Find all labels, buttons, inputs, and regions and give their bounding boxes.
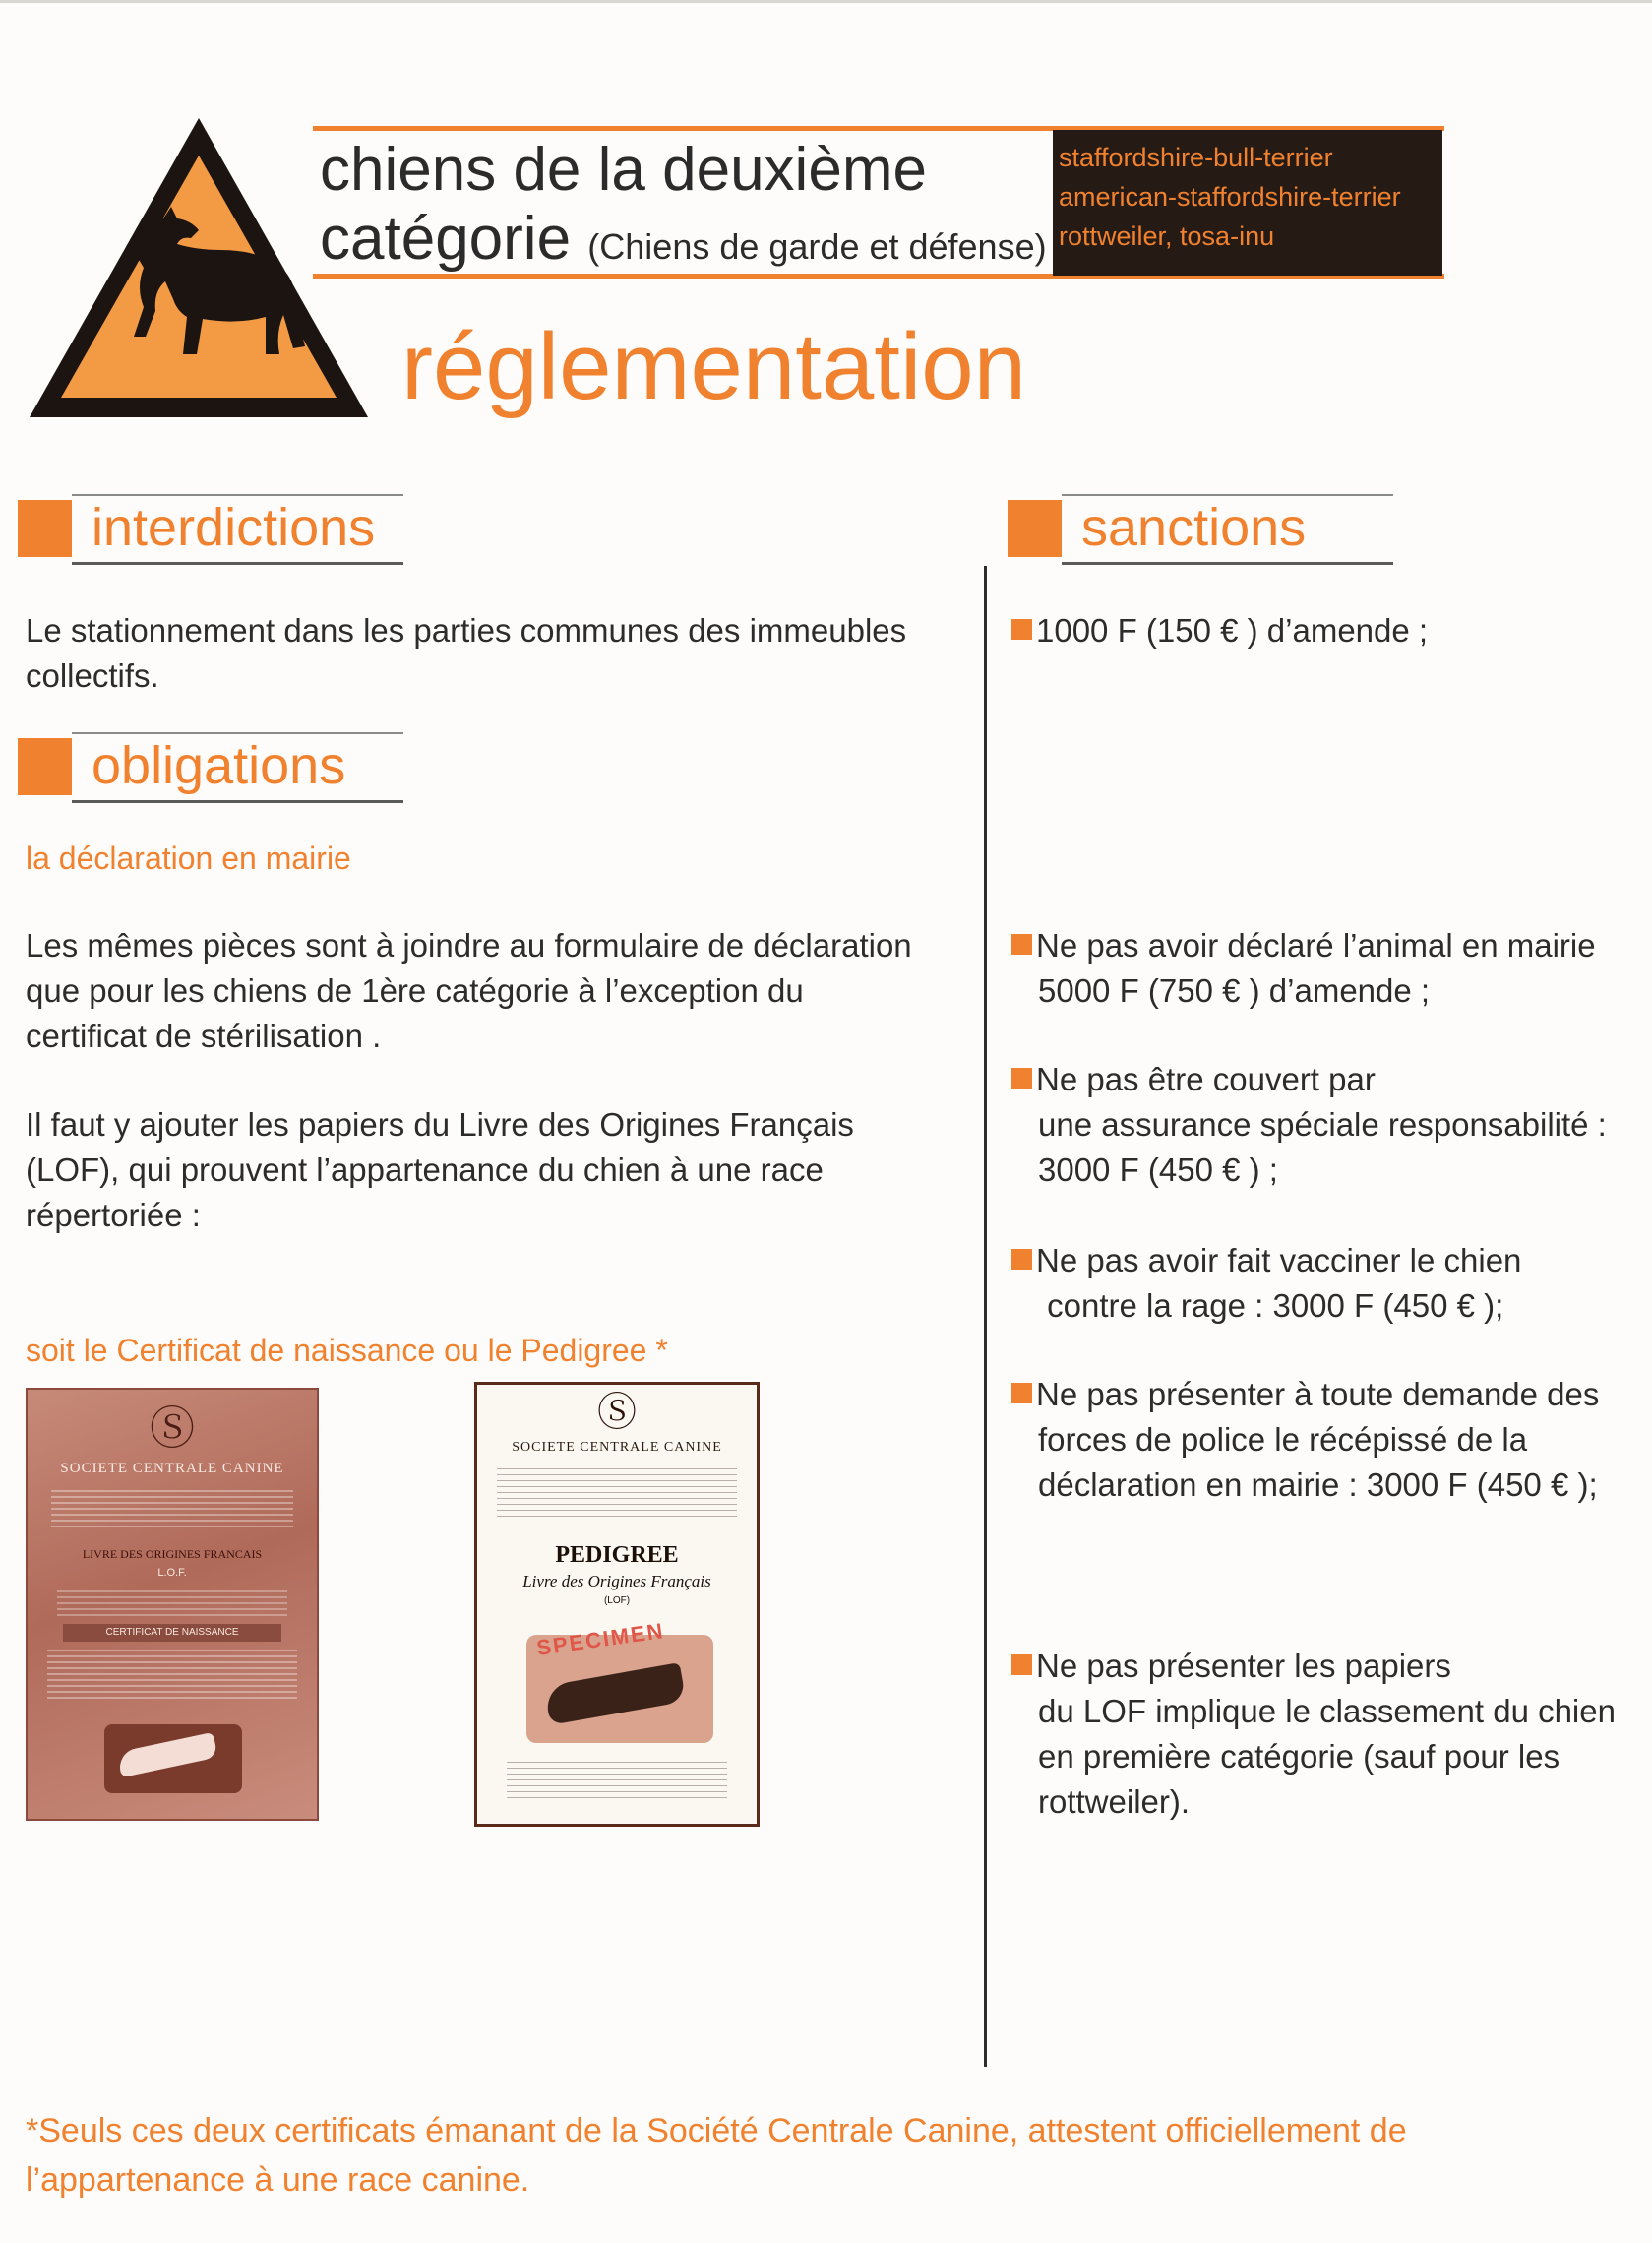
cert-left-title: LIVRE DES ORIGINES FRANCAIS (82, 1547, 263, 1561)
para-line: Les mêmes pièces sont à joindre au formulaire de déclaration (26, 927, 912, 964)
interdictions-text (26, 608, 906, 699)
scc-logo-icon: Ⓢ (597, 1391, 637, 1434)
sanction-line: Ne pas présenter à toute demande des (1036, 1376, 1600, 1412)
para-line: Il faut y ajouter les papiers du Livre des Origines Français (26, 1106, 854, 1143)
sanction-item (1011, 1238, 1641, 1329)
section-marker (1008, 500, 1062, 557)
sanction-line: 3000 F (450 € ) ; (1038, 1152, 1278, 1188)
sanction-item (1011, 1372, 1641, 1508)
breed-2: american-staffordshire-terrier (1059, 182, 1401, 212)
sanctions-section-header (1008, 496, 1393, 561)
para-line: que pour les chiens de 1ère catégorie à l’exception du (26, 972, 804, 1009)
sanction-item (1011, 608, 1641, 654)
para-line: répertoriée : (26, 1197, 201, 1233)
cert-text-block (507, 1759, 727, 1798)
sanction-line: Ne pas être couvert par (1036, 1061, 1376, 1097)
sanction-item (1011, 1057, 1641, 1193)
sanction-line: Ne pas présenter les papiers (1036, 1648, 1451, 1684)
interdictions-section-header (18, 496, 403, 561)
cert-right-subtitle: Livre des Origines Français (522, 1572, 711, 1590)
cert-left-subtitle: CERTIFICAT DE NAISSANCE (63, 1624, 281, 1642)
section-marker (18, 738, 72, 795)
birth-certificate-image (26, 1388, 319, 1821)
cert-text-block (497, 1464, 737, 1517)
footer-note (26, 2106, 1639, 2205)
cert-left-org: SOCIETE CENTRALE CANINE (60, 1461, 284, 1476)
interdictions-line: Le stationnement dans les parties communes des immeubles (26, 612, 907, 649)
sanction-line: rottweiler). (1038, 1783, 1191, 1820)
bullet-icon (1011, 1654, 1032, 1675)
sanction-line: en première catégorie (sauf pour les (1038, 1738, 1560, 1775)
bullet-icon (1011, 1249, 1032, 1270)
declaration-subheading: la déclaration en mairie (26, 841, 351, 876)
sanction-line: du LOF implique le classement du chien (1038, 1693, 1616, 1729)
top-border (0, 0, 1652, 3)
footer-line-2: l’appartenance à une race canine. (26, 2161, 530, 2199)
breed-3: rottweiler, tosa-inu (1059, 221, 1275, 251)
scc-logo-icon: Ⓢ (150, 1402, 195, 1454)
section-rule (1062, 562, 1393, 565)
cert-left-abbr: L.O.F. (157, 1567, 187, 1579)
column-divider (984, 566, 987, 2067)
dog-photo-placeholder (104, 1724, 242, 1793)
cert-text-block (57, 1587, 287, 1616)
para-line: (LOF), qui prouvent l’appartenance du chien à une race (26, 1152, 824, 1188)
sanctions-heading: sanctions (1081, 498, 1307, 557)
breed-1: staffordshire-bull-terrier (1059, 143, 1333, 172)
obligations-heading: obligations (92, 736, 346, 795)
cert-right-abbr: (LOF) (603, 1595, 631, 1606)
para-line: certificat de stérilisation . (26, 1018, 382, 1054)
sanction-line: Ne pas avoir fait vacciner le chien (1036, 1242, 1522, 1278)
page-title (320, 136, 1047, 281)
sanction-line: une assurance spéciale responsabilité : (1038, 1106, 1607, 1143)
breeds-box (1053, 130, 1442, 276)
obligations-para-1 (26, 923, 912, 1059)
title-line-1: chiens de la deuxième (320, 136, 927, 204)
footer-line-1: *Seuls ces deux certificats émanant de la Société Centrale Canine, attestent officiellement de (26, 2112, 1407, 2150)
sanction-line: 5000 F (750 € ) d’amende ; (1038, 972, 1431, 1009)
reglementation-heading: réglementation (401, 314, 1027, 419)
bullet-icon (1011, 1383, 1032, 1403)
sanction-line: déclaration en mairie : 3000 F (450 € ); (1038, 1466, 1598, 1503)
cert-text-block (51, 1488, 293, 1527)
interdictions-line: collectifs. (26, 657, 159, 694)
sanction-line: Ne pas avoir déclaré l’animal en mairie (1036, 927, 1596, 964)
sanction-line: forces de police le récépissé de la (1038, 1421, 1528, 1458)
sanction-line: 1000 F (150 € ) d’amende ; (1036, 612, 1429, 649)
obligations-section-header (18, 734, 403, 799)
sanction-item (1011, 923, 1641, 1014)
title-category: catégorie (320, 205, 572, 273)
title-line-2 (320, 205, 1047, 281)
interdictions-heading: interdictions (92, 498, 376, 557)
cert-right-title: PEDIGREE (555, 1542, 679, 1568)
cert-text-block (47, 1650, 297, 1699)
sanction-item (1011, 1644, 1641, 1825)
section-rule (72, 800, 403, 803)
section-rule (72, 562, 403, 565)
pedigree-certificate-image (474, 1382, 760, 1827)
certificates-caption: soit le Certificat de naissance ou le Pedigree * (26, 1333, 668, 1368)
bullet-icon (1011, 619, 1032, 640)
sanction-line: contre la rage : 3000 F (450 € ); (1038, 1287, 1504, 1324)
section-marker (18, 500, 72, 557)
bullet-icon (1011, 934, 1032, 955)
title-subtitle: (Chiens de garde et défense) (587, 226, 1047, 267)
obligations-para-2 (26, 1102, 854, 1238)
specimen-stamp: SPECIMEN (534, 1618, 666, 1660)
cert-right-org: SOCIETE CENTRALE CANINE (512, 1440, 722, 1455)
bullet-icon (1011, 1068, 1032, 1089)
